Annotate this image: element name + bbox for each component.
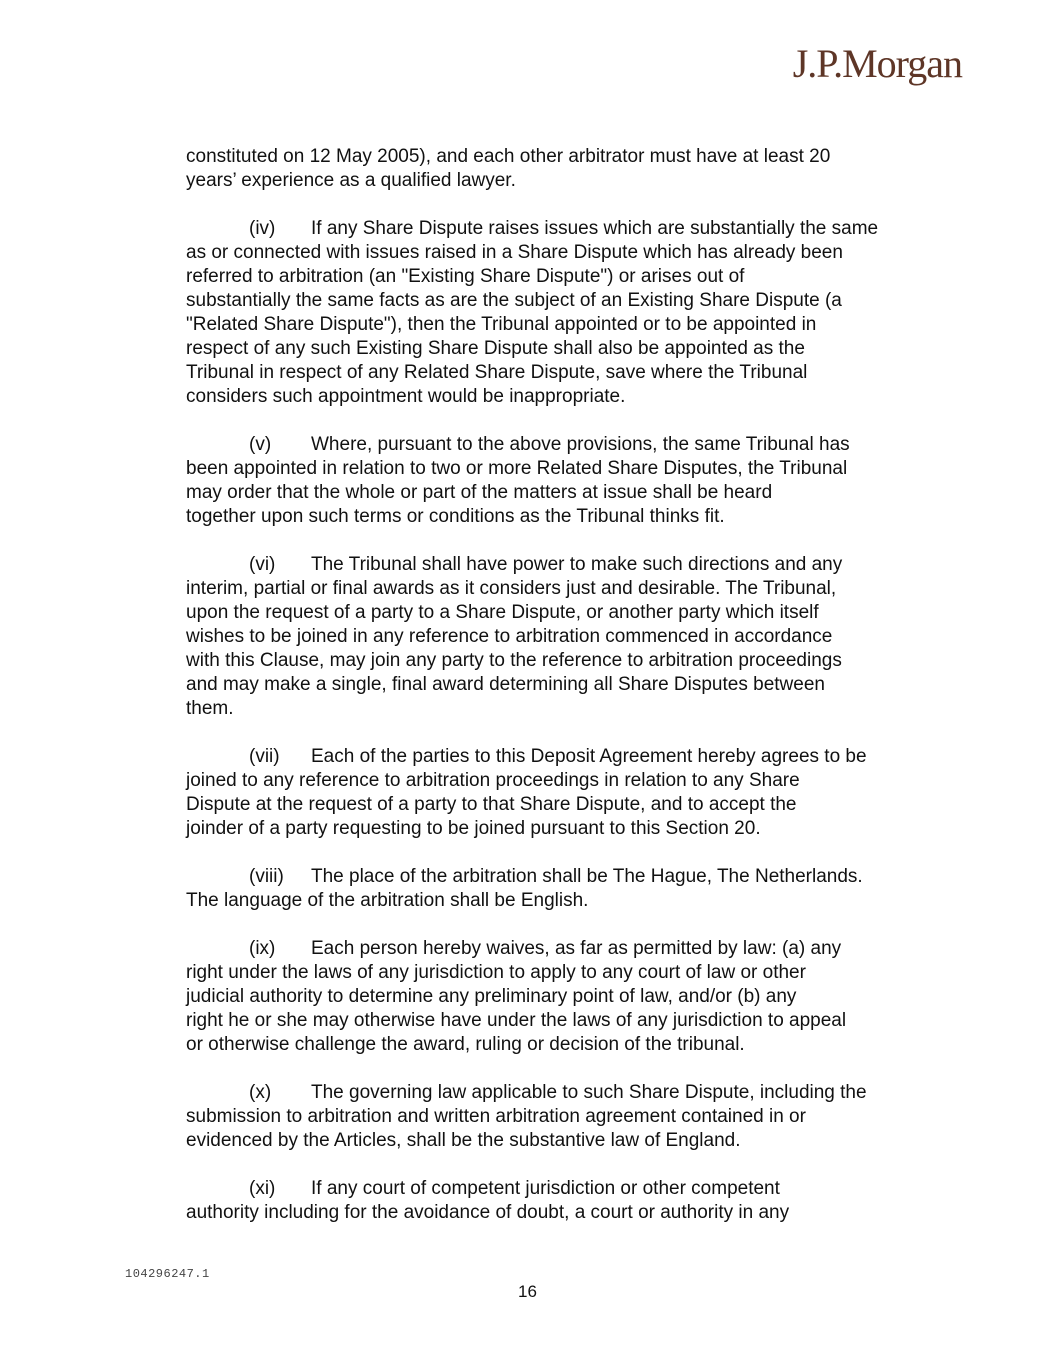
document-body <box>186 145 986 1249</box>
text-line-content: Each person hereby waives, as far as permitted by law: (a) any <box>311 938 842 959</box>
text-line <box>186 433 986 457</box>
jpmorgan-logo: J.P.Morgan <box>792 41 962 86</box>
item-label: (viii) <box>249 866 284 887</box>
text-line: together upon such terms or conditions as the Tribunal thinks fit. <box>186 506 725 527</box>
paragraph-ix <box>186 937 986 1057</box>
paragraph-vii <box>186 745 986 841</box>
text-line-content: The governing law applicable to such Share Dispute, including the <box>311 1082 867 1103</box>
item-label: (x) <box>249 1082 272 1103</box>
text-line: constituted on 12 May 2005), and each other arbitrator must have at least 20 <box>186 146 831 167</box>
text-line: submission to arbitration and written arbitration agreement contained in or <box>186 1106 806 1127</box>
paragraph-continuation <box>186 145 986 193</box>
text-line: may order that the whole or part of the matters at issue shall be heard <box>186 482 773 503</box>
text-line: judicial authority to determine any preliminary point of law, and/or (b) any <box>186 986 797 1007</box>
item-label: (vii) <box>249 746 280 767</box>
text-line: considers such appointment would be inappropriate. <box>186 386 626 407</box>
page-number: 16 <box>518 1282 537 1301</box>
text-line: as or connected with issues raised in a Share Dispute which has already been <box>186 242 843 263</box>
text-line-content: If any court of competent jurisdiction or other competent <box>311 1178 780 1199</box>
paragraph-vi <box>186 553 986 721</box>
paragraph-xi <box>186 1177 986 1225</box>
text-line <box>186 1177 986 1201</box>
item-label: (xi) <box>249 1178 276 1199</box>
text-line: right he or she may otherwise have under the laws of any jurisdiction to appeal <box>186 1010 847 1031</box>
text-line: them. <box>186 698 234 719</box>
text-line: interim, partial or final awards as it considers just and desirable. The Tribunal, <box>186 578 837 599</box>
item-label: (v) <box>249 434 272 455</box>
text-line: evidenced by the Articles, shall be the substantive law of England. <box>186 1130 741 1151</box>
text-line <box>186 1081 986 1105</box>
text-line: referred to arbitration (an "Existing Share Dispute") or arises out of <box>186 266 745 287</box>
text-line: right under the laws of any jurisdiction to apply to any court of law or other <box>186 962 806 983</box>
paragraph-x <box>186 1081 986 1153</box>
text-line: "Related Share Dispute"), then the Tribunal appointed or to be appointed in <box>186 314 817 335</box>
text-line: with this Clause, may join any party to the reference to arbitration proceedings <box>186 650 842 671</box>
text-line: and may make a single, final award determining all Share Disputes between <box>186 674 825 695</box>
text-line <box>186 865 986 889</box>
text-line <box>186 553 986 577</box>
text-line <box>186 745 986 769</box>
text-line: substantially the same facts as are the subject of an Existing Share Dispute (a <box>186 290 842 311</box>
text-line-content: The place of the arbitration shall be The Hague, The Netherlands. <box>311 866 863 887</box>
text-line <box>186 217 986 241</box>
text-line-content: Each of the parties to this Deposit Agreement hereby agrees to be <box>311 746 867 767</box>
text-line: Dispute at the request of a party to that Share Dispute, and to accept the <box>186 794 797 815</box>
text-line: or otherwise challenge the award, ruling or decision of the tribunal. <box>186 1034 745 1055</box>
text-line-content: Where, pursuant to the above provisions, the same Tribunal has <box>311 434 850 455</box>
text-line: wishes to be joined in any reference to arbitration commenced in accordance <box>186 626 833 647</box>
item-label: (vi) <box>249 554 276 575</box>
text-line: Tribunal in respect of any Related Share Dispute, save where the Tribunal <box>186 362 808 383</box>
text-line: joined to any reference to arbitration proceedings in relation to any Share <box>186 770 800 791</box>
text-line-content: The Tribunal shall have power to make such directions and any <box>311 554 843 575</box>
text-line: respect of any such Existing Share Dispute shall also be appointed as the <box>186 338 805 359</box>
item-label: (iv) <box>249 218 276 239</box>
text-line: upon the request of a party to a Share Dispute, or another party which itself <box>186 602 819 623</box>
paragraph-v <box>186 433 986 529</box>
text-line: joinder of a party requesting to be joined pursuant to this Section 20. <box>186 818 761 839</box>
text-line: authority including for the avoidance of doubt, a court or authority in any <box>186 1202 790 1223</box>
text-line <box>186 937 986 961</box>
paragraph-viii <box>186 865 986 913</box>
text-line: years’ experience as a qualified lawyer. <box>186 170 516 191</box>
text-line: been appointed in relation to two or more Related Share Disputes, the Tribunal <box>186 458 848 479</box>
item-label: (ix) <box>249 938 276 959</box>
document-id: 104296247.1 <box>125 1267 210 1281</box>
text-line-content: If any Share Dispute raises issues which are substantially the same <box>311 218 879 239</box>
paragraph-iv <box>186 217 986 409</box>
text-line: The language of the arbitration shall be English. <box>186 890 589 911</box>
